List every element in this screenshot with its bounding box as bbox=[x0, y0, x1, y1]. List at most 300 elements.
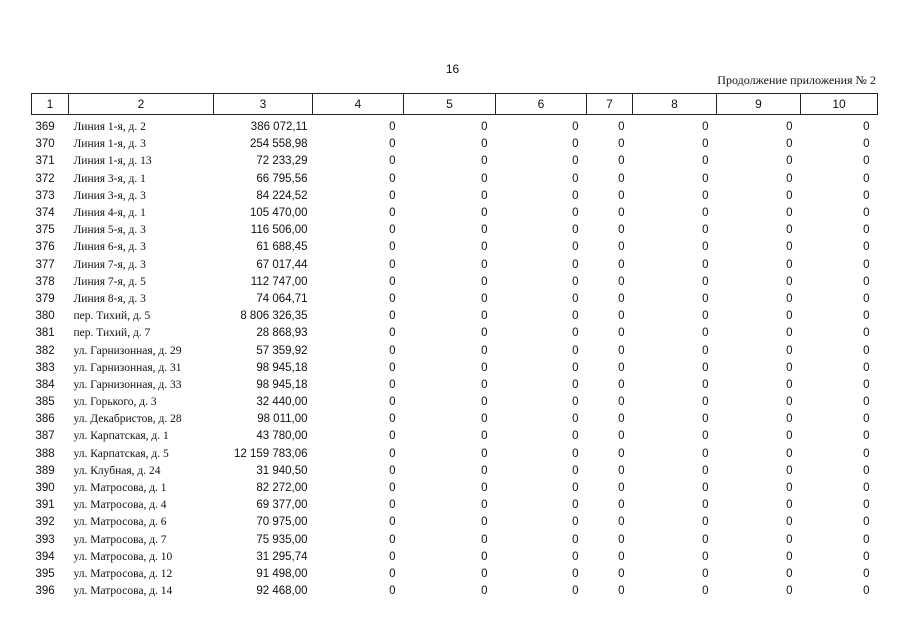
value-cell: 0 bbox=[618, 121, 625, 134]
value-cell: 0 bbox=[786, 585, 793, 598]
table-row bbox=[32, 115, 878, 137]
address-cell: Линия 1-я, д. 2 bbox=[73, 121, 146, 134]
amount-cell: 31 940,50 bbox=[256, 464, 308, 477]
amount-cell: 69 377,00 bbox=[256, 499, 308, 512]
appendix-caption: Продолжение приложения № 2 bbox=[717, 73, 876, 87]
value-cell: 0 bbox=[389, 155, 396, 168]
value-cell: 0 bbox=[572, 361, 579, 374]
value-cell: 0 bbox=[481, 258, 488, 271]
value-cell: 0 bbox=[786, 361, 793, 374]
address-cell: пер. Тихий, д. 7 bbox=[73, 327, 151, 340]
value-cell: 0 bbox=[389, 567, 396, 580]
value-cell: 0 bbox=[786, 138, 793, 151]
address-cell: пер. Тихий, д. 5 bbox=[73, 310, 151, 323]
table-row bbox=[32, 325, 878, 342]
value-cell: 0 bbox=[618, 396, 625, 409]
address-cell: ул. Горького, д. 3 bbox=[73, 396, 157, 409]
table-row bbox=[32, 532, 878, 549]
amount-cell: 8 806 326,35 bbox=[240, 310, 308, 323]
address-cell: ул. Матросова, д. 10 bbox=[73, 550, 173, 563]
row-number: 378 bbox=[35, 275, 55, 288]
value-cell: 0 bbox=[481, 292, 488, 305]
value-cell: 0 bbox=[863, 327, 870, 340]
value-cell: 0 bbox=[618, 138, 625, 151]
row-number: 393 bbox=[35, 533, 55, 546]
value-cell: 0 bbox=[618, 482, 625, 495]
address-cell: ул. Клубная, д. 24 bbox=[73, 464, 161, 477]
value-cell: 0 bbox=[618, 207, 625, 220]
value-cell: 0 bbox=[863, 499, 870, 512]
value-cell: 0 bbox=[572, 172, 579, 185]
value-cell: 0 bbox=[481, 550, 488, 563]
address-cell: Линия 5-я, д. 3 bbox=[73, 224, 146, 237]
table-row bbox=[32, 153, 878, 170]
value-cell: 0 bbox=[786, 292, 793, 305]
amount-cell: 84 224,52 bbox=[256, 189, 308, 202]
value-cell: 0 bbox=[863, 155, 870, 168]
value-cell: 0 bbox=[481, 413, 488, 426]
value-cell: 0 bbox=[481, 516, 488, 529]
value-cell: 0 bbox=[618, 567, 625, 580]
row-number: 369 bbox=[35, 121, 55, 134]
address-cell: ул. Матросова, д. 12 bbox=[73, 567, 173, 580]
value-cell: 0 bbox=[389, 482, 396, 495]
value-cell: 0 bbox=[481, 447, 488, 460]
value-cell: 0 bbox=[863, 430, 870, 443]
value-cell: 0 bbox=[786, 224, 793, 237]
value-cell: 0 bbox=[389, 121, 396, 134]
row-number: 379 bbox=[35, 292, 55, 305]
amount-cell: 32 440,00 bbox=[256, 396, 308, 409]
value-cell: 0 bbox=[618, 550, 625, 563]
table-row bbox=[32, 566, 878, 583]
value-cell: 0 bbox=[572, 567, 579, 580]
value-cell: 0 bbox=[702, 447, 709, 460]
amount-cell: 98 945,18 bbox=[256, 361, 308, 374]
value-cell: 0 bbox=[389, 207, 396, 220]
table-body bbox=[32, 115, 878, 601]
amount-cell: 116 506,00 bbox=[250, 224, 308, 237]
value-cell: 0 bbox=[702, 396, 709, 409]
value-cell: 0 bbox=[786, 430, 793, 443]
value-cell: 0 bbox=[618, 413, 625, 426]
value-cell: 0 bbox=[389, 430, 396, 443]
value-cell: 0 bbox=[863, 533, 870, 546]
address-cell: Линия 1-я, д. 3 bbox=[73, 138, 146, 151]
value-cell: 0 bbox=[702, 327, 709, 340]
value-cell: 0 bbox=[702, 361, 709, 374]
table-row bbox=[32, 583, 878, 600]
amount-cell: 254 558,98 bbox=[249, 138, 308, 151]
value-cell: 0 bbox=[481, 275, 488, 288]
amount-cell: 74 064,71 bbox=[256, 292, 308, 305]
value-cell: 0 bbox=[702, 310, 709, 323]
table-row bbox=[32, 411, 878, 428]
table-row bbox=[32, 446, 878, 463]
value-cell: 0 bbox=[702, 189, 709, 202]
value-cell: 0 bbox=[389, 585, 396, 598]
value-cell: 0 bbox=[618, 585, 625, 598]
value-cell: 0 bbox=[863, 258, 870, 271]
value-cell: 0 bbox=[863, 482, 870, 495]
value-cell: 0 bbox=[572, 344, 579, 357]
value-cell: 0 bbox=[863, 378, 870, 391]
amount-cell: 91 498,00 bbox=[256, 567, 308, 580]
value-cell: 0 bbox=[618, 516, 625, 529]
value-cell: 0 bbox=[389, 258, 396, 271]
value-cell: 0 bbox=[786, 344, 793, 357]
address-cell: ул. Матросова, д. 7 bbox=[73, 533, 167, 546]
value-cell: 0 bbox=[618, 430, 625, 443]
value-cell: 0 bbox=[863, 121, 870, 134]
amount-cell: 67 017,44 bbox=[256, 258, 308, 271]
value-cell: 0 bbox=[702, 344, 709, 357]
value-cell: 0 bbox=[863, 189, 870, 202]
value-cell: 0 bbox=[863, 413, 870, 426]
value-cell: 0 bbox=[863, 275, 870, 288]
value-cell: 0 bbox=[389, 499, 396, 512]
amount-cell: 31 295,74 bbox=[256, 550, 308, 563]
value-cell: 0 bbox=[863, 224, 870, 237]
column-header: 2 bbox=[69, 94, 214, 115]
value-cell: 0 bbox=[481, 378, 488, 391]
value-cell: 0 bbox=[702, 430, 709, 443]
value-cell: 0 bbox=[702, 292, 709, 305]
value-cell: 0 bbox=[481, 155, 488, 168]
value-cell: 0 bbox=[786, 258, 793, 271]
address-cell: Линия 7-я, д. 5 bbox=[73, 275, 146, 288]
value-cell: 0 bbox=[618, 189, 625, 202]
value-cell: 0 bbox=[786, 189, 793, 202]
value-cell: 0 bbox=[786, 241, 793, 254]
value-cell: 0 bbox=[481, 430, 488, 443]
row-number: 370 bbox=[35, 138, 55, 151]
value-cell: 0 bbox=[786, 378, 793, 391]
value-cell: 0 bbox=[702, 275, 709, 288]
value-cell: 0 bbox=[572, 499, 579, 512]
value-cell: 0 bbox=[618, 258, 625, 271]
value-cell: 0 bbox=[786, 155, 793, 168]
amount-cell: 66 795,56 bbox=[256, 172, 308, 185]
amount-cell: 112 747,00 bbox=[250, 275, 308, 288]
table-row bbox=[32, 549, 878, 566]
page-number: 16 bbox=[445, 62, 460, 76]
table-row bbox=[32, 360, 878, 377]
value-cell: 0 bbox=[481, 207, 488, 220]
value-cell: 0 bbox=[481, 224, 488, 237]
value-cell: 0 bbox=[786, 275, 793, 288]
amount-cell: 70 975,00 bbox=[256, 516, 308, 529]
value-cell: 0 bbox=[572, 189, 579, 202]
amount-cell: 92 468,00 bbox=[256, 585, 308, 598]
value-cell: 0 bbox=[618, 447, 625, 460]
address-cell: ул. Гарнизонная, д. 33 bbox=[73, 378, 182, 391]
value-cell: 0 bbox=[389, 275, 396, 288]
amount-cell: 98 011,00 bbox=[257, 413, 308, 426]
value-cell: 0 bbox=[481, 499, 488, 512]
amount-cell: 98 945,18 bbox=[256, 378, 308, 391]
address-cell: ул. Матросова, д. 6 bbox=[73, 516, 167, 529]
value-cell: 0 bbox=[786, 327, 793, 340]
column-header: 6 bbox=[496, 94, 587, 115]
table-row bbox=[32, 428, 878, 445]
value-cell: 0 bbox=[618, 533, 625, 546]
value-cell: 0 bbox=[481, 361, 488, 374]
value-cell: 0 bbox=[702, 378, 709, 391]
value-cell: 0 bbox=[786, 482, 793, 495]
row-number: 376 bbox=[35, 241, 55, 254]
row-number: 390 bbox=[35, 482, 55, 495]
value-cell: 0 bbox=[786, 172, 793, 185]
value-cell: 0 bbox=[618, 344, 625, 357]
column-header: 9 bbox=[717, 94, 801, 115]
value-cell: 0 bbox=[389, 361, 396, 374]
amount-cell: 12 159 783,06 bbox=[233, 447, 308, 460]
value-cell: 0 bbox=[702, 585, 709, 598]
value-cell: 0 bbox=[618, 327, 625, 340]
address-cell: Линия 8-я, д. 3 bbox=[73, 292, 146, 305]
value-cell: 0 bbox=[786, 447, 793, 460]
value-cell: 0 bbox=[786, 310, 793, 323]
value-cell: 0 bbox=[863, 344, 870, 357]
value-cell: 0 bbox=[389, 516, 396, 529]
row-number: 372 bbox=[35, 172, 55, 185]
value-cell: 0 bbox=[863, 550, 870, 563]
value-cell: 0 bbox=[702, 258, 709, 271]
table-row bbox=[32, 188, 878, 205]
value-cell: 0 bbox=[618, 172, 625, 185]
table-row bbox=[32, 342, 878, 359]
amount-cell: 57 359,92 bbox=[256, 344, 308, 357]
address-cell: ул. Гарнизонная, д. 31 bbox=[73, 361, 182, 374]
value-cell: 0 bbox=[702, 155, 709, 168]
value-cell: 0 bbox=[786, 499, 793, 512]
row-number: 374 bbox=[35, 207, 55, 220]
value-cell: 0 bbox=[389, 292, 396, 305]
column-header: 4 bbox=[313, 94, 404, 115]
value-cell: 0 bbox=[389, 224, 396, 237]
value-cell: 0 bbox=[481, 533, 488, 546]
value-cell: 0 bbox=[572, 396, 579, 409]
row-number: 375 bbox=[35, 224, 55, 237]
value-cell: 0 bbox=[786, 464, 793, 477]
value-cell: 0 bbox=[572, 121, 579, 134]
table-row bbox=[32, 497, 878, 514]
row-number: 391 bbox=[35, 499, 55, 512]
column-header: 3 bbox=[214, 94, 313, 115]
amount-cell: 386 072,11 bbox=[250, 121, 308, 134]
value-cell: 0 bbox=[702, 241, 709, 254]
value-cell: 0 bbox=[481, 482, 488, 495]
value-cell: 0 bbox=[389, 533, 396, 546]
value-cell: 0 bbox=[786, 413, 793, 426]
amount-cell: 28 868,93 bbox=[256, 327, 308, 340]
value-cell: 0 bbox=[481, 189, 488, 202]
value-cell: 0 bbox=[572, 413, 579, 426]
row-number: 373 bbox=[35, 189, 55, 202]
table-row bbox=[32, 394, 878, 411]
table-row bbox=[32, 222, 878, 239]
table-row bbox=[32, 308, 878, 325]
value-cell: 0 bbox=[618, 292, 625, 305]
table-row bbox=[32, 274, 878, 291]
value-cell: 0 bbox=[702, 172, 709, 185]
table-row bbox=[32, 291, 878, 308]
value-cell: 0 bbox=[481, 241, 488, 254]
value-cell: 0 bbox=[481, 585, 488, 598]
value-cell: 0 bbox=[572, 327, 579, 340]
value-cell: 0 bbox=[389, 172, 396, 185]
value-cell: 0 bbox=[572, 258, 579, 271]
amount-cell: 105 470,00 bbox=[249, 207, 308, 220]
address-cell: ул. Декабристов, д. 28 bbox=[73, 413, 182, 426]
value-cell: 0 bbox=[389, 344, 396, 357]
value-cell: 0 bbox=[702, 121, 709, 134]
value-cell: 0 bbox=[618, 310, 625, 323]
value-cell: 0 bbox=[702, 482, 709, 495]
value-cell: 0 bbox=[702, 567, 709, 580]
row-number: 385 bbox=[35, 396, 55, 409]
value-cell: 0 bbox=[572, 585, 579, 598]
value-cell: 0 bbox=[702, 533, 709, 546]
column-header: 5 bbox=[404, 94, 496, 115]
value-cell: 0 bbox=[572, 275, 579, 288]
address-cell: ул. Карпатская, д. 1 bbox=[73, 430, 169, 443]
value-cell: 0 bbox=[863, 292, 870, 305]
value-cell: 0 bbox=[863, 138, 870, 151]
value-cell: 0 bbox=[702, 516, 709, 529]
value-cell: 0 bbox=[702, 224, 709, 237]
row-number: 387 bbox=[35, 430, 55, 443]
address-cell: Линия 1-я, д. 13 bbox=[73, 155, 152, 168]
table-row bbox=[32, 257, 878, 274]
address-cell: ул. Матросова, д. 1 bbox=[73, 482, 167, 495]
value-cell: 0 bbox=[389, 310, 396, 323]
value-cell: 0 bbox=[863, 207, 870, 220]
row-number: 396 bbox=[35, 585, 55, 598]
value-cell: 0 bbox=[572, 447, 579, 460]
value-cell: 0 bbox=[389, 138, 396, 151]
value-cell: 0 bbox=[702, 138, 709, 151]
address-cell: ул. Гарнизонная, д. 29 bbox=[73, 344, 182, 357]
value-cell: 0 bbox=[572, 482, 579, 495]
table-row bbox=[32, 514, 878, 531]
value-cell: 0 bbox=[863, 464, 870, 477]
value-cell: 0 bbox=[481, 138, 488, 151]
table-row bbox=[32, 171, 878, 188]
value-cell: 0 bbox=[572, 516, 579, 529]
value-cell: 0 bbox=[389, 189, 396, 202]
amount-cell: 61 688,45 bbox=[256, 241, 308, 254]
value-cell: 0 bbox=[481, 567, 488, 580]
value-cell: 0 bbox=[863, 310, 870, 323]
column-header: 10 bbox=[801, 94, 878, 115]
table-row bbox=[32, 480, 878, 497]
row-number: 392 bbox=[35, 516, 55, 529]
value-cell: 0 bbox=[572, 430, 579, 443]
value-cell: 0 bbox=[572, 138, 579, 151]
value-cell: 0 bbox=[702, 499, 709, 512]
value-cell: 0 bbox=[389, 550, 396, 563]
address-cell: ул. Матросова, д. 14 bbox=[73, 585, 173, 598]
value-cell: 0 bbox=[786, 533, 793, 546]
value-cell: 0 bbox=[389, 413, 396, 426]
value-cell: 0 bbox=[572, 533, 579, 546]
amount-cell: 82 272,00 bbox=[256, 482, 308, 495]
value-cell: 0 bbox=[786, 516, 793, 529]
value-cell: 0 bbox=[702, 550, 709, 563]
value-cell: 0 bbox=[481, 327, 488, 340]
table-row bbox=[32, 239, 878, 256]
value-cell: 0 bbox=[618, 464, 625, 477]
amount-cell: 75 935,00 bbox=[256, 533, 308, 546]
value-cell: 0 bbox=[389, 378, 396, 391]
row-number: 382 bbox=[35, 344, 55, 357]
value-cell: 0 bbox=[389, 464, 396, 477]
address-cell: Линия 4-я, д. 1 bbox=[73, 207, 146, 220]
row-number: 395 bbox=[35, 567, 55, 580]
value-cell: 0 bbox=[481, 344, 488, 357]
value-cell: 0 bbox=[863, 447, 870, 460]
address-cell: Линия 6-я, д. 3 bbox=[73, 241, 146, 254]
address-cell: Линия 7-я, д. 3 bbox=[73, 258, 146, 271]
table-row bbox=[32, 136, 878, 153]
row-number: 381 bbox=[35, 327, 55, 340]
value-cell: 0 bbox=[572, 241, 579, 254]
row-number: 386 bbox=[35, 413, 55, 426]
value-cell: 0 bbox=[786, 121, 793, 134]
address-cell: ул. Карпатская, д. 5 bbox=[73, 447, 169, 460]
row-number: 394 bbox=[35, 550, 55, 563]
value-cell: 0 bbox=[786, 396, 793, 409]
column-header: 7 bbox=[587, 94, 633, 115]
value-cell: 0 bbox=[481, 172, 488, 185]
value-cell: 0 bbox=[572, 464, 579, 477]
value-cell: 0 bbox=[481, 464, 488, 477]
amount-cell: 43 780,00 bbox=[256, 430, 308, 443]
address-cell: Линия 3-я, д. 3 bbox=[73, 189, 146, 202]
row-number: 371 bbox=[35, 155, 55, 168]
table-row bbox=[32, 463, 878, 480]
value-cell: 0 bbox=[863, 241, 870, 254]
value-cell: 0 bbox=[389, 396, 396, 409]
value-cell: 0 bbox=[702, 413, 709, 426]
value-cell: 0 bbox=[572, 292, 579, 305]
value-cell: 0 bbox=[572, 207, 579, 220]
value-cell: 0 bbox=[618, 378, 625, 391]
value-cell: 0 bbox=[618, 224, 625, 237]
table-row bbox=[32, 377, 878, 394]
value-cell: 0 bbox=[389, 327, 396, 340]
row-number: 377 bbox=[35, 258, 55, 271]
value-cell: 0 bbox=[389, 241, 396, 254]
table-row bbox=[32, 205, 878, 222]
data-table bbox=[31, 93, 878, 600]
value-cell: 0 bbox=[389, 447, 396, 460]
value-cell: 0 bbox=[702, 464, 709, 477]
value-cell: 0 bbox=[863, 585, 870, 598]
value-cell: 0 bbox=[618, 361, 625, 374]
row-number: 383 bbox=[35, 361, 55, 374]
address-cell: Линия 3-я, д. 1 bbox=[73, 172, 146, 185]
value-cell: 0 bbox=[572, 224, 579, 237]
value-cell: 0 bbox=[786, 550, 793, 563]
value-cell: 0 bbox=[863, 172, 870, 185]
address-cell: ул. Матросова, д. 4 bbox=[73, 499, 167, 512]
value-cell: 0 bbox=[786, 567, 793, 580]
column-header: 8 bbox=[633, 94, 717, 115]
column-header: 1 bbox=[32, 94, 69, 115]
